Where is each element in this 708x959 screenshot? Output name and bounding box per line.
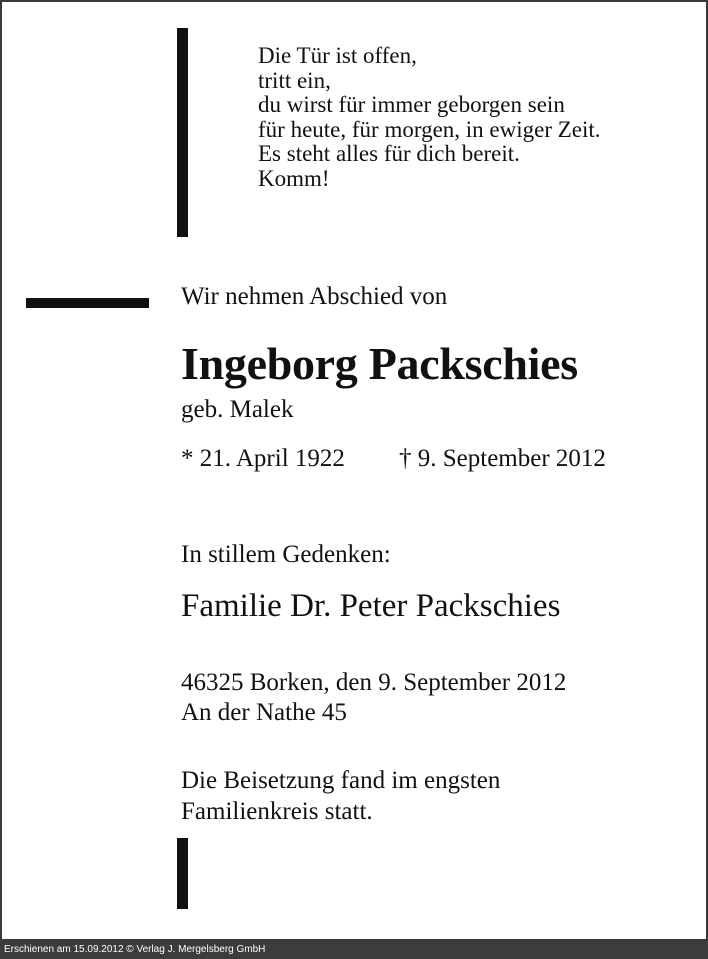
address-block <box>181 668 566 728</box>
address-line: An der Nathe 45 <box>181 699 347 726</box>
decorative-vertical-bar-bottom <box>177 838 188 909</box>
memorial-label: In stillem Gedenken: <box>181 541 391 568</box>
decorative-horizontal-bar <box>26 298 149 308</box>
poem-line: Komm! <box>258 165 330 191</box>
poem-line: für heute, für morgen, in ewiger Zeit. <box>258 116 601 142</box>
poem-line: du wirst für immer geborgen sein <box>258 92 565 117</box>
birth-date: * 21. April 1922 <box>181 445 345 472</box>
burial-note <box>181 765 500 827</box>
life-dates <box>181 445 606 473</box>
decorative-vertical-bar-top <box>177 28 188 237</box>
death-date: † 9. September 2012 <box>399 445 606 472</box>
poem-line: Die Tür ist offen, <box>258 43 417 68</box>
poem-line: tritt ein, <box>258 67 331 93</box>
address-line: 46325 Borken, den 9. September 2012 <box>181 669 567 696</box>
maiden-name: geb. Malek <box>181 396 294 423</box>
farewell-intro: Wir nehmen Abschied von <box>181 283 448 310</box>
note-line: Familienkreis statt. <box>181 798 373 825</box>
note-line: Die Beisetzung fand im engsten <box>181 767 501 794</box>
poem-line: Es steht alles für dich bereit. <box>258 141 520 166</box>
deceased-name: Ingeborg Packschies <box>181 338 578 389</box>
family-signature: Familie Dr. Peter Packschies <box>181 588 561 624</box>
poem <box>258 44 601 191</box>
publication-footer: Erschienen am 15.09.2012 © Verlag J. Mergelsberg GmbH <box>0 941 708 959</box>
